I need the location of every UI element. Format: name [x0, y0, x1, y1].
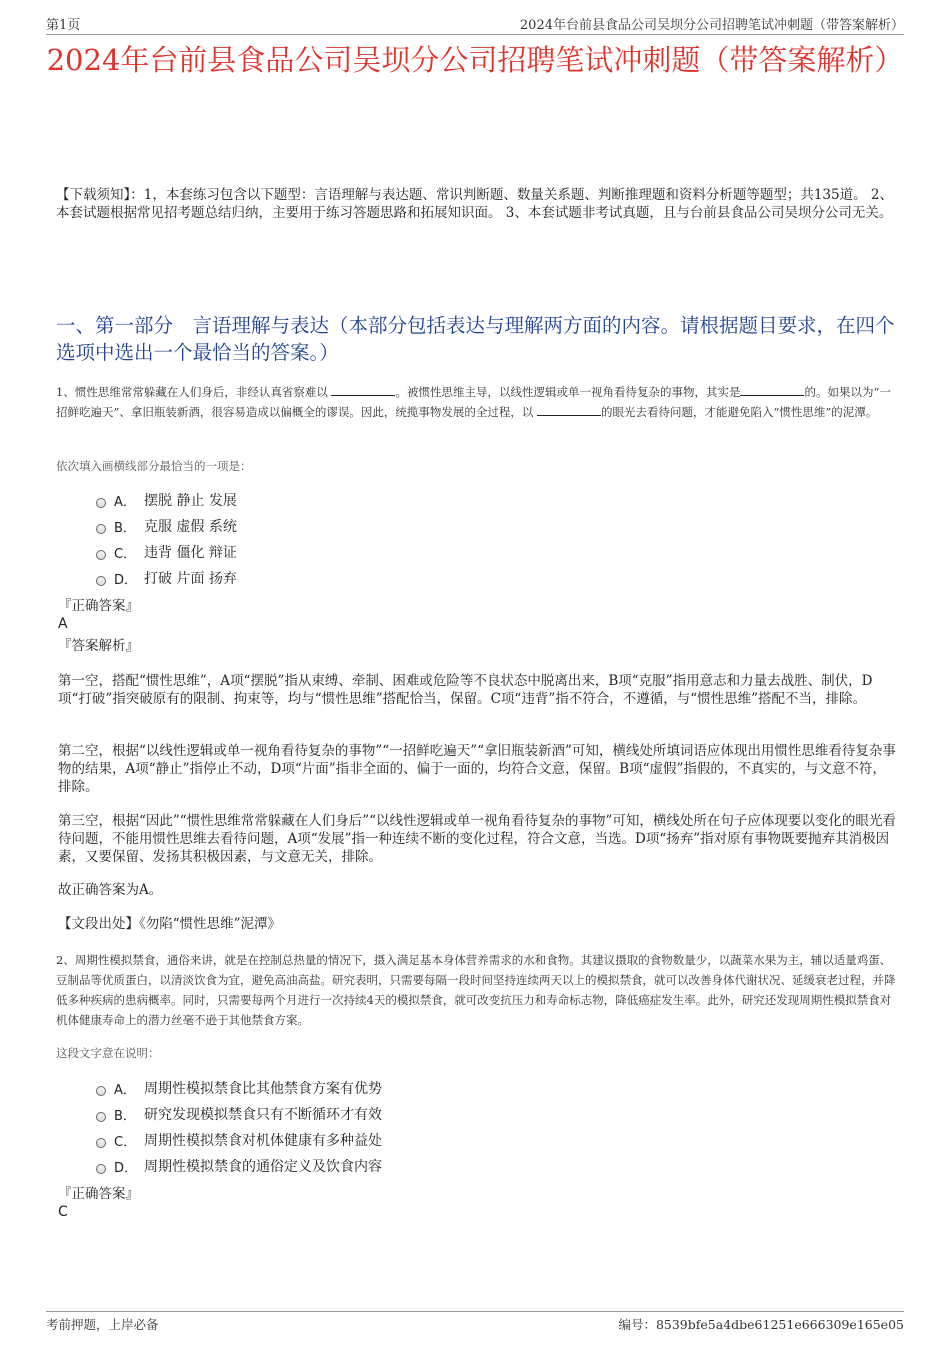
- question-2-options: [96, 1075, 382, 1179]
- correct-answer: C: [58, 1204, 68, 1220]
- option-a[interactable]: A． 周期性模拟禁食比其他禁食方案有优势: [96, 1075, 382, 1101]
- option-b[interactable]: B． 克服 虚假 系统: [96, 513, 237, 539]
- radio-icon[interactable]: [96, 1112, 106, 1122]
- document-title: 2024年台前县食品公司吴坝分公司招聘笔试冲刺题（带答案解析）: [46, 43, 904, 77]
- header-doc-title: 2024年台前县食品公司吴坝分公司招聘笔试冲刺题（带答案解析）: [519, 18, 904, 33]
- analysis-label: 『答案解析』: [58, 638, 139, 654]
- question-2-text: 2、周期性模拟禁食，通俗来讲，就是在控制总热量的情况下，摄入满足基本身体营养需求的水和食物。其建议摄取的食物数量少，以蔬菜水果为主，辅以适量鸡蛋、豆制品等优质蛋白，以清淡饮食为宜，避免高油高盐。研究表明，只需要每隔一段时间坚持连续两天以上的模拟禁食，就可以改善身体代谢状况、延缓衰老过程，并降低多种疾病的患病概率。同时，只需要每两个月进行一次持续4天的模拟禁食，就可改变抗压力和寿命标志物，降低癌症发生率。此外，研究还发现周期性模拟禁食对机体健康寿命上的潜力丝毫不逊于其他禁食方案。: [56, 953, 896, 1027]
- passage-source: 【文段出处】《勿陷“惯性思维”泥潭》: [58, 916, 282, 932]
- question-1-text: 1、惯性思维常常躲藏在人们身后，非经认真省察难以 。被惯性思维主导，以线性逻辑或单一视角看待复杂的事物，其实是 的。如果以为“一招鲜吃遍天”、拿旧瓶装新酒，很容易造成以偏概全的谬误。因此，统揽事物发展的全过程，以 的眼光去看待问题，才能避免陷入“惯性思维”的泥潭。: [56, 385, 891, 419]
- answer-label: 『正确答案』: [58, 598, 139, 614]
- question-2-prompt: 这段文字意在说明：: [56, 1046, 160, 1060]
- analysis-paragraph-1: 第一空，搭配“惯性思维”，A项“摆脱”指从束缚、牵制、困难或危险等不良状态中脱离出来，B项“克服”指用意志和力量去战胜、制伏，D项“打破”指突破原有的限制、拘束等，均与“惯性思维”搭配恰当，保留。C项“违背”指不符合，不遵循，与“惯性思维”搭配不当，排除。: [58, 673, 873, 707]
- option-d[interactable]: D． 打破 片面 扬弃: [96, 565, 237, 591]
- option-c[interactable]: C． 周期性模拟禁食对机体健康有多种益处: [96, 1127, 382, 1153]
- radio-icon[interactable]: [96, 1138, 106, 1148]
- option-c[interactable]: C． 违背 僵化 辩证: [96, 539, 237, 565]
- answer-label: 『正确答案』: [58, 1186, 139, 1202]
- page-footer: [46, 1311, 904, 1333]
- footer-slogan: 考前押题，上岸必备: [46, 1317, 159, 1332]
- option-b[interactable]: B． 研究发现模拟禁食只有不断循环才有效: [96, 1101, 382, 1127]
- radio-icon[interactable]: [96, 1086, 106, 1096]
- page-header: [46, 14, 904, 35]
- question-1-options: [96, 487, 237, 591]
- analysis-paragraph-3: 第三空，根据“因此”“惯性思维常常躲藏在人们身后”“以线性逻辑或单一视角看待复杂的事物”可知，横线处所在句子应体现要以变化的眼光看待问题，不能用惯性思维去看待问题，A项“发展”指一种连续不断的变化过程，符合文意，当选。D项“扬弃”指对原有事物既要抛弃其消极因素，又要保留、发扬其积极因素，与文意无关，排除。: [58, 813, 896, 865]
- radio-icon[interactable]: [96, 498, 106, 508]
- document-id: 编号：8539bfe5a4dbe61251e666309e165e05: [618, 1317, 904, 1332]
- page-number: 第1页: [46, 18, 81, 33]
- radio-icon[interactable]: [96, 576, 106, 586]
- question-1-prompt: 依次填入画横线部分最恰当的一项是：: [56, 459, 252, 473]
- fill-blank-1: [331, 383, 395, 396]
- option-d[interactable]: D． 周期性模拟禁食的通俗定义及饮食内容: [96, 1153, 382, 1179]
- option-a[interactable]: A． 摆脱 静止 发展: [96, 487, 237, 513]
- correct-answer: A: [58, 616, 68, 632]
- radio-icon[interactable]: [96, 524, 106, 534]
- analysis-paragraph-2: 第二空，根据“以线性逻辑或单一视角看待复杂的事物”“一招鲜吃遍天”“拿旧瓶装新酒”可知，横线处所填词语应体现出用惯性思维看待复杂事物的结果，A项“静止”指停止不动，D项“片面”指非全面的、偏于一面的，均符合文意，保留。B项“虚假”指假的，不真实的，与文意不符，排除。: [58, 743, 896, 795]
- analysis-conclusion: 故正确答案为A。: [58, 882, 163, 898]
- radio-icon[interactable]: [96, 550, 106, 560]
- download-notice: 【下载须知】：1，本套练习包含以下题型：言语理解与表达题、常识判断题、数量关系题、判断推理题和资料分析题等题型；共135道。 2、本套试题根据常见招考题总结归纳，主要用于练习答题思路和拓展知识面。 3、本套试题非考试真题，且与台前县食品公司吴坝分公司无关。: [56, 187, 893, 221]
- section-heading: 一、第一部分 言语理解与表达（本部分包括表达与理解两方面的内容。请根据题目要求，在四个选项中选出一个最恰当的答案。）: [56, 314, 895, 364]
- fill-blank-2: [740, 383, 804, 396]
- fill-blank-3: [537, 403, 601, 416]
- radio-icon[interactable]: [96, 1164, 106, 1174]
